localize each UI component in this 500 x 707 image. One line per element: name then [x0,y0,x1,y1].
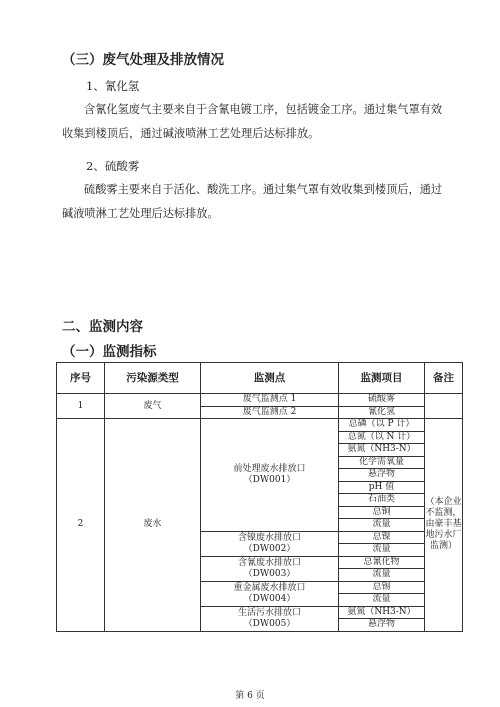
cell-item: 流量 [339,519,425,532]
cell-point [201,531,339,556]
cell-item: 总氰化物 [339,556,425,569]
point-name: 含氰废水排放口 [237,557,301,568]
table-row [57,394,463,407]
cell-item: 流量 [339,569,425,582]
cell-type: 废水 [105,419,201,632]
cell-type: 废气 [105,394,201,419]
cell-item: 流量 [339,594,425,607]
page-number: 第 6 页 [235,691,265,701]
cell-note [425,394,463,419]
cell-note: （本企业不监测，由豪丰基地污水厂监测） [425,419,463,632]
point-name: 前处理废水排放口 [233,463,306,474]
cell-item: 悬浮物 [339,469,425,482]
subheading-sulfuric-mist: 2、硫酸雾 [86,159,140,173]
cell-no: 1 [57,394,105,419]
point-name: 含镍废水排放口 [237,532,301,543]
cell-item: 氨氮（NH3-N） [339,444,425,457]
cell-item: 总磷（以 P 计） [339,419,425,432]
cell-item: 氰化氢 [339,406,425,419]
cell-item: 流量 [339,544,425,557]
cell-item: pH 值 [339,481,425,494]
cell-no: 2 [57,419,105,632]
cell-item: 石油类 [339,494,425,507]
cell-point [201,581,339,606]
cell-point: 废气监测点 2 [201,406,339,419]
cell-item: 化学需氧量 [339,456,425,469]
point-code: （DW001） [243,474,296,485]
cell-point [201,556,339,581]
header-item: 监测项目 [339,363,425,394]
table-header-row [57,363,463,394]
header-no: 序号 [57,363,105,394]
cell-item: 总锡 [339,581,425,594]
section-heading-monitoring: 二、监测内容 [62,319,143,335]
point-code: （DW005） [243,618,296,629]
point-code: （DW003） [243,568,296,579]
cell-item: 氨氮（NH3-N） [339,606,425,619]
cell-point [201,606,339,631]
header-type: 污染源类型 [105,363,201,394]
point-code: （DW004） [243,593,296,604]
point-name: 重金属废水排放口 [233,582,306,593]
point-code: （DW002） [243,543,296,554]
table-row [57,419,463,432]
paragraph-sulfuric-mist: 硫酸雾主要来自于活化、酸洗工序。通过集气罩有效收集到楼顶后，通过碱液喷淋工艺处理后达标排放。 [62,183,443,220]
paragraph-hcn: 含氰化氢废气主要来自于含氰电镀工序，包括镀金工序。通过集气罩有效收集到楼顶后，通过碱液喷淋工艺处理后达标排放。 [62,103,443,140]
cell-item: 硫酸雾 [339,394,425,407]
subheading-hcn: 1、氰化氢 [86,79,140,93]
point-name: 生活污水排放口 [237,607,301,618]
section-heading-exhaust: （三）废气处理及排放情况 [62,52,224,68]
header-note: 备注 [425,363,463,394]
cell-item: 悬浮物 [339,619,425,632]
cell-point: 废气监测点 1 [201,394,339,407]
cell-item: 总镍 [339,531,425,544]
cell-item: 总氮（以 N 计） [339,431,425,444]
monitoring-table [56,362,463,632]
cell-item: 总铜 [339,506,425,519]
cell-point [201,419,339,532]
header-point: 监测点 [201,363,339,394]
subsection-heading-indicators: （一）监测指标 [62,344,157,360]
